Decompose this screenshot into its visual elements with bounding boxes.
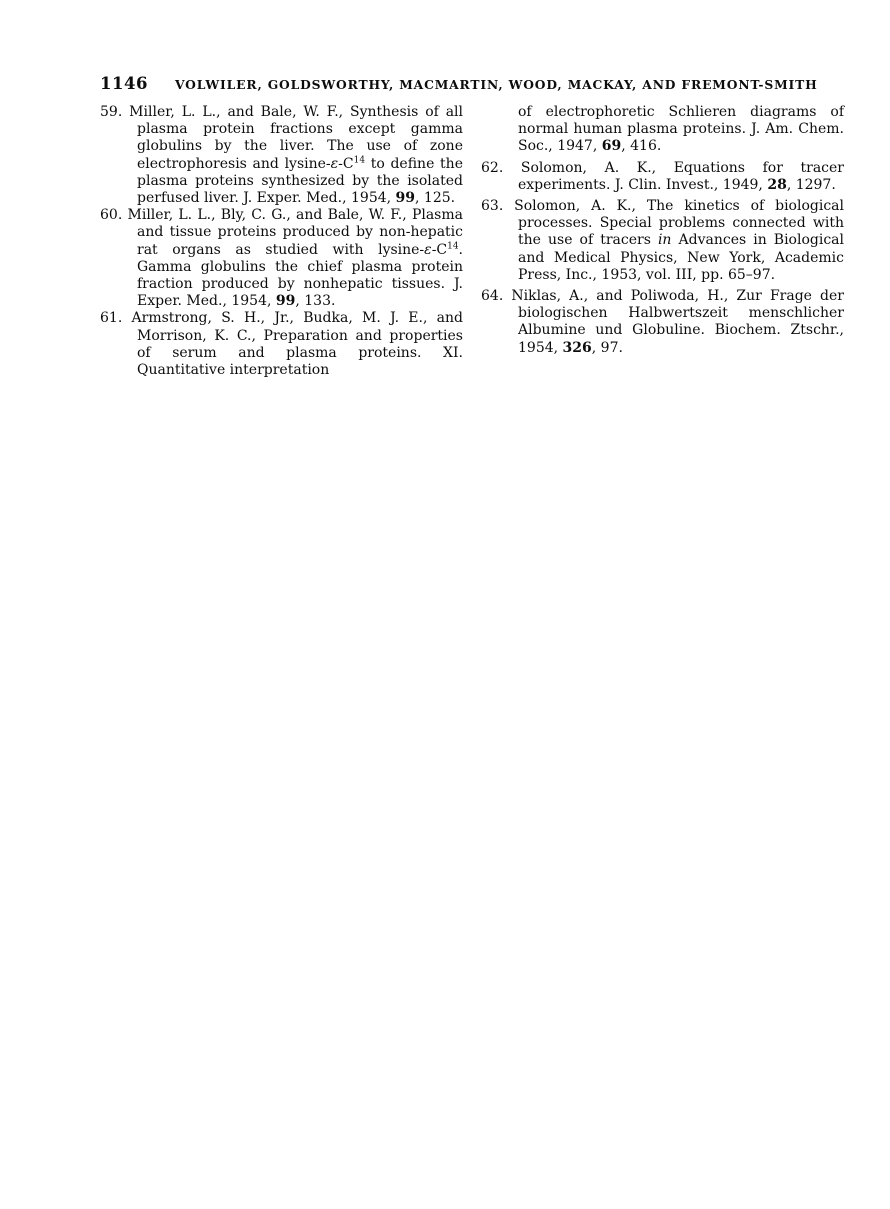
reference-text-segment: to define the plasma proteins synthesized by the isolated perfused liver. J. Exper. Med., 1954,	[137, 155, 463, 207]
reference-number: 64.	[481, 288, 512, 305]
reference-text-segment: ε	[330, 155, 339, 172]
reference-text-segment: Solomon, A. K., Equations for tracer experiments. J. Clin. Invest., 1949,	[518, 159, 844, 193]
references-left-column	[100, 104, 463, 379]
reference-entry	[481, 198, 844, 284]
reference-text-segment: Solomon, A. K., The kinetics of biological processes. Special problems connected with the use of tracers	[514, 198, 844, 249]
reference-text-segment: . Gamma globulins the chief plasma protein fraction produced by nonhepatic tissues. J. Exper. Med., 1954,	[137, 241, 463, 310]
reference-text-segment: in	[657, 232, 672, 249]
reference-text-segment: , 125.	[415, 190, 456, 207]
reference-text-segment: , 97.	[591, 339, 623, 356]
reference-text-segment: Miller, L. L., Bly, C. G., and Bale, W. F., Plasma and tissue proteins produced by non-hepatic rat organs as studied with lysine-	[127, 207, 463, 258]
reference-text-segment: -C	[431, 241, 448, 258]
references-right-column	[481, 104, 844, 379]
reference-text-segment: Armstrong, S. H., Jr., Budka, M. J. E., and Morrison, K. C., Preparation and properties of serum and plasma proteins. XI. Quantitative interpretation	[131, 310, 463, 379]
reference-text-segment: 326	[562, 339, 592, 356]
reference-entry	[481, 104, 844, 156]
reference-text-segment: ε	[424, 241, 432, 258]
reference-text-segment: , 133.	[295, 293, 336, 310]
reference-text-segment: Miller, L. L., and Bale, W. F., Synthesis of all plasma protein fractions except gamma globulins by the liver. The use of zone electrophoresis and lysine-	[129, 104, 464, 172]
reference-entry	[100, 310, 463, 379]
reference-text-segment: 99	[395, 190, 416, 207]
running-head: VOLWILER, GOLDSWORTHY, MACMARTIN, WOOD, MACKAY, AND FREMONT-SMITH	[175, 77, 818, 92]
reference-columns	[100, 104, 844, 379]
reference-text-segment: 99	[275, 293, 296, 310]
reference-entry	[100, 207, 463, 310]
page-header	[100, 74, 844, 93]
reference-text-segment: Niklas, A., and Poliwoda, H., Zur Frage der biologischen Halbwertszeit menschlicher Albumine und Globuline. Biochem. Ztschr., 1954,	[511, 288, 844, 356]
reference-text-segment: 28	[767, 176, 787, 193]
reference-text-segment: of electrophoretic Schlieren diagrams of normal human plasma proteins. J. Am. Chem. Soc., 1947,	[518, 104, 844, 155]
reference-number: 59.	[100, 104, 130, 120]
reference-text-segment: -C	[338, 155, 354, 172]
reference-entry	[481, 160, 844, 194]
reference-text-segment: 14	[353, 154, 366, 165]
reference-text-segment: 14	[447, 240, 459, 251]
reference-text-segment: Advances in Biological and Medical Physics, New York, Academic Press, Inc., 1953, vol. III, pp. 65–97.	[518, 232, 844, 283]
page-number: 1146	[100, 74, 148, 93]
reference-text-segment: , 1297.	[786, 176, 836, 193]
reference-number: 63.	[481, 198, 515, 215]
reference-text-segment: , 416.	[621, 138, 662, 155]
reference-number: 61.	[100, 310, 132, 327]
reference-number: 60.	[100, 207, 128, 224]
reference-entry	[100, 104, 463, 207]
reference-text-segment: 69	[601, 138, 622, 155]
reference-number: 62.	[481, 159, 521, 176]
reference-entry	[481, 288, 844, 357]
